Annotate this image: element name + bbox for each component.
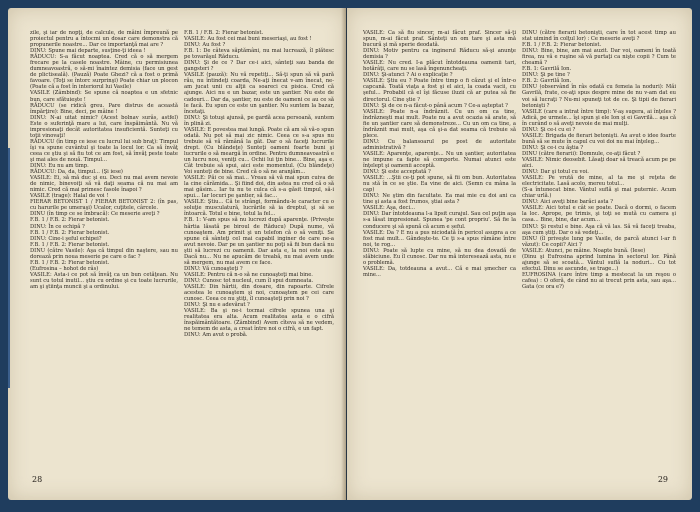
dialogue-line: VASILE: Pe vrută de mine, al ta me şi reţeta de electricitate. Lasă acolo, mereu totul... xyxy=(522,175,676,188)
dialogue-line: VASILE: Atunci, pe mâine. Noapte bună. (Iese) xyxy=(522,247,646,254)
dialogue-line: DINU (către Vasile): Aşa că timpul din naştere, sau nu dorează prin noua meserie pe care o fac ? xyxy=(30,247,178,260)
dialogue-line: DINU: Ne ştim din facultate. Ea mai mie cu doi ani ca tine şi asta a fost frumos, ştiai asta ? xyxy=(363,193,516,206)
dialogue-line: DINU (îl priveşte lung pe Vasile, de parcă atunci l-ar fi văzut): Ce copii? Aici ? xyxy=(522,235,676,248)
dialogue-line: DINU: Au fost ? xyxy=(184,42,226,49)
dialogue-line: VASILE: Au fost cei mai buni meseriaşi, au fost ! xyxy=(184,36,312,43)
dialogue-line: DINU: Şi ce-i cu ăştia ? xyxy=(522,144,584,151)
dialogue-line: DINU: Şi-atunci ? Ai o explicaţie ? xyxy=(363,72,453,79)
dialogue-line: DINU: Vă cunoaşteţi ? xyxy=(184,265,243,272)
dialogue-line: F.B. 2: Gavrilă Ion. xyxy=(522,78,572,85)
dialogue-line: DINU: Cu balansoarul pe post de autoritate administrativă ? xyxy=(363,138,516,151)
dialogue-line: DINU: Am avut o probă. xyxy=(184,332,248,339)
dialogue-line: DINU: Motiv pentru ca inginerul Răducu să-şi anunţe demisia ? xyxy=(363,48,516,61)
dialogue-line: DINU: Şi este acceptată ? xyxy=(363,169,431,176)
dialogue-line: RĂDUCU: Da, da, timpul... (Şi iese) xyxy=(30,169,123,176)
dialogue-line: VASILE: Ba şi ne-i tocmai cifrele spunea una şi realitatea era alta. Acum realitatea asta e o cifră înspăimântătoare. (Zâmbind) Avem cîteva să ne vedem, ne temem de asta, a creat între noi o cifră, e un fapt. xyxy=(184,308,334,333)
dialogue-line: FIERAR BETONIST 1 / FIERAR BETONIST 2: (în pas, cu harurile pe umeraşi) Ucalor, cuţitele, cârcele. xyxy=(30,199,178,212)
left-column-1 xyxy=(30,30,178,290)
dialogue-line: DINU: Şi nu e adevărat ? xyxy=(184,302,250,309)
dialogue-line: DINU: Bine, bine, am mai auzit. Dar voi, oameni în toată firea, nu vă e ruşine să vă purtaţi ca nişte copii ? Cum te cheamă ? xyxy=(522,48,676,67)
dialogue-line: DINU: Eu nu am timp. xyxy=(30,163,89,170)
dialogue-line: VASILE: E povestea mai lungă. Poate că am să vă-o spun odată. Nu pot să mai zic nimic. Ceea ce s-a spus nu trebuie să vă rămână la gât. Dar o să faceţi lucrurile drept. (Cu blândeţe) Sunteţi oameni foarte buni şi lucrurile o să meargă în ordine. Pentru dumneavoastră e un lucru nou, veniţi cu... Ochii lui ţin bine... Bine, aşa e. Cât trebuie să spui, aici este momentul. (Cu blândeţe) Voi sunteţi de bine. Cred că o să ne aranjăm... xyxy=(184,126,334,176)
dialogue-line: VASILE: Aici totul e cât se poate. Dacă o dormi, o facem la loc. Aprope, pe trimis, şi toţi se mută cu camera şi casa... Bine, bine, dar acum... xyxy=(522,205,676,224)
dialogue-line: VASILE: Poate n-a îndrăznit. Cu un om ca tine, îndrăzneşti mai mult. Poate nu a avut ocazia să arate, să fie un şantier care să demonstreze... Cu un om ca tine, a îndrăznit mai mult, aşa că şi-a dat seama că trebuie să plece. xyxy=(363,108,516,139)
page-edge xyxy=(8,148,10,388)
dialogue-line: RĂDUCU: S-a făcut noaptea. Cred că o să mergem frecare pe la casele noastre. Mâine, cu permisiunea dumneavoastră, o să-mi înaintez demisia (face un gest de plictiseală). (Pauză) Poate Ghezi? că a fost o primă favoare. (Toţi se întorc surprinşi) Poate chiar un plocon (Poate că a fost în interiorul lui Vasile) xyxy=(30,54,178,91)
dialogue-line: VASILE: Aşa, deci... xyxy=(363,205,416,212)
dialogue-line: VASILE (care a intrat între timp): V-aş sugera, ai înţeles ? Adică, pe urmele... îşi spun şi ele Ion şi ei Gavrilă... aşa că în curând o să aveţi nevoie de mai mulţi. xyxy=(522,108,676,127)
dialogue-line: DINU: Şi totuşi ajunsă, pe gardă acea persoană, suntem în plină zi. xyxy=(184,114,334,127)
dialogue-line: DINU (către fierarii betonişti, care în tot acest timp au stat uimind în colţul lor) : Ce meserie aveţi ? xyxy=(522,30,676,43)
dialogue-line: RĂDUCU (în timp ce iese cu lucrul lui sub braţ): Timpul îşi va spune cuvântul şi toate la locul lor. Ca să învăţ ceea ce ştiu şi să fiu tot ce am fost, să învăţ peste toate şi mai ales de nouă. Timpul... xyxy=(30,138,178,163)
dialogue-line: VASILE: Da, totdeauna a avut... Că e mai şmecher ca mine... xyxy=(363,265,516,278)
dialogue-line: F.B. 1 / F.B. 2: Fierar betonist. xyxy=(30,229,110,236)
dialogue-line: VASILE: Păi ce să mai... Vreau să vă mai spun cuiva de la cine cărămida... Şi fiind doi, din astea nu cred că o să mai găsim... Iar tu nu te culca că s-a găsit timpul, să-i spui... Iar locuri pe şantier, să fac... xyxy=(184,175,334,200)
dialogue-line: F.B. 1 / F.B. 2: Fierar betonist. xyxy=(184,30,264,36)
dialogue-line: DINU: Şi ce-i cu ei ? xyxy=(522,126,576,133)
dialogue-line: VASILE: Da ? E nu a pus niciodată în pericol asupra a ce fost mai mult... Gândeşte-te. Ce ţi s-a spus rămâne între noi, te rog... xyxy=(363,229,516,248)
dialogue-line: VASILE: Asta-i ce pot să învăţ ca un bun cetăţean. Nu sunt cu totul inutil... ştiu cu ordine şi cu toate lucrurile, am şi ştiinţa muncii şi a ordinului. xyxy=(30,271,178,290)
dialogue-line: F.B. 1 / F.B. 2: Fierar betonist. xyxy=(30,217,110,224)
dialogue-line: VASILE: Nu cred. I-a plăcut întotdeauna oamenii tari, hotărâţi, care nu se lasă îngenuncheaţi. xyxy=(363,60,516,73)
dialogue-line: VASILE: Ca să fiu sincer, m-ai făcut praf. Sincer să-ţi spun, m-ai făcut praf. Sânteţi un om tare şi asta mă bucură şi mă sperie deodată. xyxy=(363,30,516,49)
dialogue-line: F.B. 1 / F.B. 2: Fierar betonist. xyxy=(522,42,602,49)
dialogue-line: DINU: Cunosc tot nucleul, cum îl spui dumneata. xyxy=(184,277,314,284)
dialogue-line: DINU: N-ai uitat nimic? (Acest bolnav surâs, astfel) Este o suferinţă mare a lui, care înspăimântă. Nu vă impresionaţi decât autoritatea insuficientă. Sunteţi cu toţii vinovaţi! xyxy=(30,114,178,139)
dialogue-line: F.B. 1: Gavrilă Ion. xyxy=(522,66,572,73)
dialogue-line: DINU: Dar întotdeauna l-a lipsit curajul. Sau cel puţin aşa s-a lăsat impresionat. Spunea 'pe cont propriu'. Să fie la conducere şi să spună că acum e șeful. xyxy=(363,211,516,230)
dialogue-line: zile, şi iar de nopţi, de calcule, de mâini împreună pe proiectul pentru a întocmi un dosar care demonstra că propunerile noastre... Dar ce importanţă mai are ? xyxy=(30,30,178,49)
dialogue-line: DINU: Şi restul e bine. Aşa că vă las. Să vă faceţi treaba, aşa cum ştiţi. Dar o să vedeţi... xyxy=(522,223,676,236)
dialogue-line: VASILE: Ştiu... Că te strângi, formându-le caracter cu o soluţie musculatură, lucrările să ia dreptul, şi să se întoarcă. Totul e bine, totul la fel... xyxy=(184,199,334,218)
left-column-2 xyxy=(184,30,334,338)
dialogue-line: EUFROSINA (care între timp a mestecat la un reşou o cafea) : O oferă, de când nu ai trecut prin asta, sau aşa... Gata (ce ora e?) xyxy=(522,271,676,290)
dialogue-line: (Dinu şi Eufrosina aprind lumina în sectorul lor. Până ajunge să se scoată... Vântul suflă la noduri... Cu tot efectul. Dinu se ascunde, se trage...) xyxy=(522,253,676,272)
dialogue-line: DINU: Spune mai departe, susţine-ţi ideea ! xyxy=(30,48,146,55)
dialogue-line: VASILE: Nimic deosebit. Lăsaţi doar să treacă acum pe pe aici. xyxy=(522,156,676,170)
dialogue-line: DINU: Şi de ce n-a făcut-o până acum ? Ce-a aşteptat ? xyxy=(363,102,508,109)
right-column-2 xyxy=(522,30,676,290)
dialogue-line: DINU: Şi pe tine ? xyxy=(522,72,570,79)
dialogue-line: VASILE: Aparenţe, aparenţe... Nu un şantier, autoritatea ne impune ca fapte să comporte. Numai atunci este înţelept şi oamenii acceptă. xyxy=(363,150,516,170)
dialogue-line: DINU: Dar şi totul cu voi. xyxy=(522,169,589,176)
dialogue-line: VASILE (pauză): Nu vă repetiţi... Să-ţi spun să vă pară rău, nu întindeţi coarda, Ne-aţi înecat v-am înecat, ne-am jucat unii cu alţii ca soareci cu pisica. Cred că ajunge. Aici nu e un bazar, este un şantier. Nu este de cadouri... Dar da, şantier, nu este de oameni ce au ce să le facă. Eu spun ce este un şantier. Nu suntem la bazar, încetaţi. xyxy=(184,72,334,115)
dialogue-line: DINU: Aici aveţi bine barăci asta ? xyxy=(522,199,614,206)
dialogue-line: F.B. 1: De câteva săptămâni, nu mai lucrează, îl plătesc pe tovarăşul Răducu. xyxy=(184,48,334,61)
dialogue-line: VASILE (Zâmbind): Se spune că noaptea e un sfetnic bun, care sfătuieşte ! xyxy=(30,90,178,103)
right-page xyxy=(347,8,692,500)
dialogue-line: VASILE: Ei, să mă duc şi eu. Deci nu mai avem nevoie de nimic, binevoiţi să vă daţi seama că nu mai am nimic. Cred că mai primesc fasole înapoi ? xyxy=(30,175,178,194)
dialogue-line: DINU: Şi de ce ? Dar ce-i aici, sânteţi sau banda de gangsteri ? xyxy=(184,60,334,73)
dialogue-line: VASILE: Ştiu eu ? Poate între timp o fi căzut şi el într-o capcană. Toată viaţa a fost şi el aici, la coada vacii, cu şeful... Probabil că el îşi făcuse iluzii că ar putea să fie directorul. Cine ştie ? xyxy=(363,78,516,103)
dialogue-line: (Eufrosina – hohot de râs) xyxy=(30,265,99,272)
dialogue-line: DINU: În ce echipă ? xyxy=(30,223,85,230)
dialogue-line: VASILE (trage): Halal de voi ! xyxy=(30,193,109,200)
page-number: 29 xyxy=(657,475,668,484)
dialogue-line: RĂDUCU (se ridică greu. Pare distrus de această împărţire): Bine, deci, pe mâine ! xyxy=(30,102,178,115)
left-page xyxy=(8,8,346,500)
right-column-1 xyxy=(363,30,516,278)
dialogue-line: DINU (observând în râs odată cu femeia la noduri): Măi Gavrilă, frate, ce-aţi spus despre mine de nu v-am dat eu voi să lucraţi ? Nu-mi spuneţi tot de ce. Şi tipii de fierari betonişti ? xyxy=(522,84,676,109)
dialogue-line: DINU: Poate să lupte cu mine, să nu dea dovadă de slăbiciune. Eu îl cunosc. Dar nu mă interesează asta, nu e o problemă. xyxy=(363,247,516,266)
dialogue-line: VASILE: Brigada de fierari betonişti. Au avut o idee foarte bună să se mute în capul cu voi doi nu mai înţeleg... xyxy=(522,132,676,145)
dialogue-line: F.B. 1 / F.B. 2: Fierar betonist. xyxy=(30,259,110,266)
dialogue-line: VASILE: Din hârtii, din dosare, din rapoarte. Cifrele acestea le cunoaştem şi noi, cunoaştem pe cei care cunosc. Ceea ce nu ştiţi, îl cunoaşteţi prin noi ? xyxy=(184,283,334,303)
dialogue-line: F.B. 1 / F.B. 2: Fierar betonist. xyxy=(30,241,110,248)
dialogue-line: F.B. 1: V-am spus să nu lucrezi după aparenţe. (Priveşte hârtia lăsată pe biroul de Răducu) După nume, vă cunoaştem. Am primit şi un telefon că o să veniţi. Se spune că sânteţi cel mai capabil inginer de care ne-a avut nevoie. Dar pe un şantier nu poţi să fii bun dacă nu ştii să lucrezi cu oamenii. Dar asta e, la noi este aşa. Dacă nu... Nu ne apucăm de treabă, nu mai avem unde să mergem, nu mai avem ce face. xyxy=(184,217,334,266)
dialogue-line: VASILE: Pentru că n-o să ne cunoaşteţi mai bine. xyxy=(184,271,313,278)
dialogue-line: (S-a întunecat bine. Vântul suflă şi mai puternic. Acum chiar urlă.) xyxy=(522,187,676,200)
dialogue-line: DINU (în timp ce se îmbracă): Ce meserie aveţi ? xyxy=(30,211,160,218)
page-number: 28 xyxy=(32,475,43,484)
dialogue-line: DINU (către fierarii): Domnule, ce-aţi făcut ? xyxy=(522,150,641,157)
dialogue-line: VASILE: ...Ştii ce-ţi pot spune, să fii om bun. Autoritatea nu stă în ce se ştie. Ea vine de aici. (Semn cu mâna la cap) xyxy=(363,175,516,194)
dialogue-line: DINU: Cine-i şeful echipei? xyxy=(30,235,102,242)
